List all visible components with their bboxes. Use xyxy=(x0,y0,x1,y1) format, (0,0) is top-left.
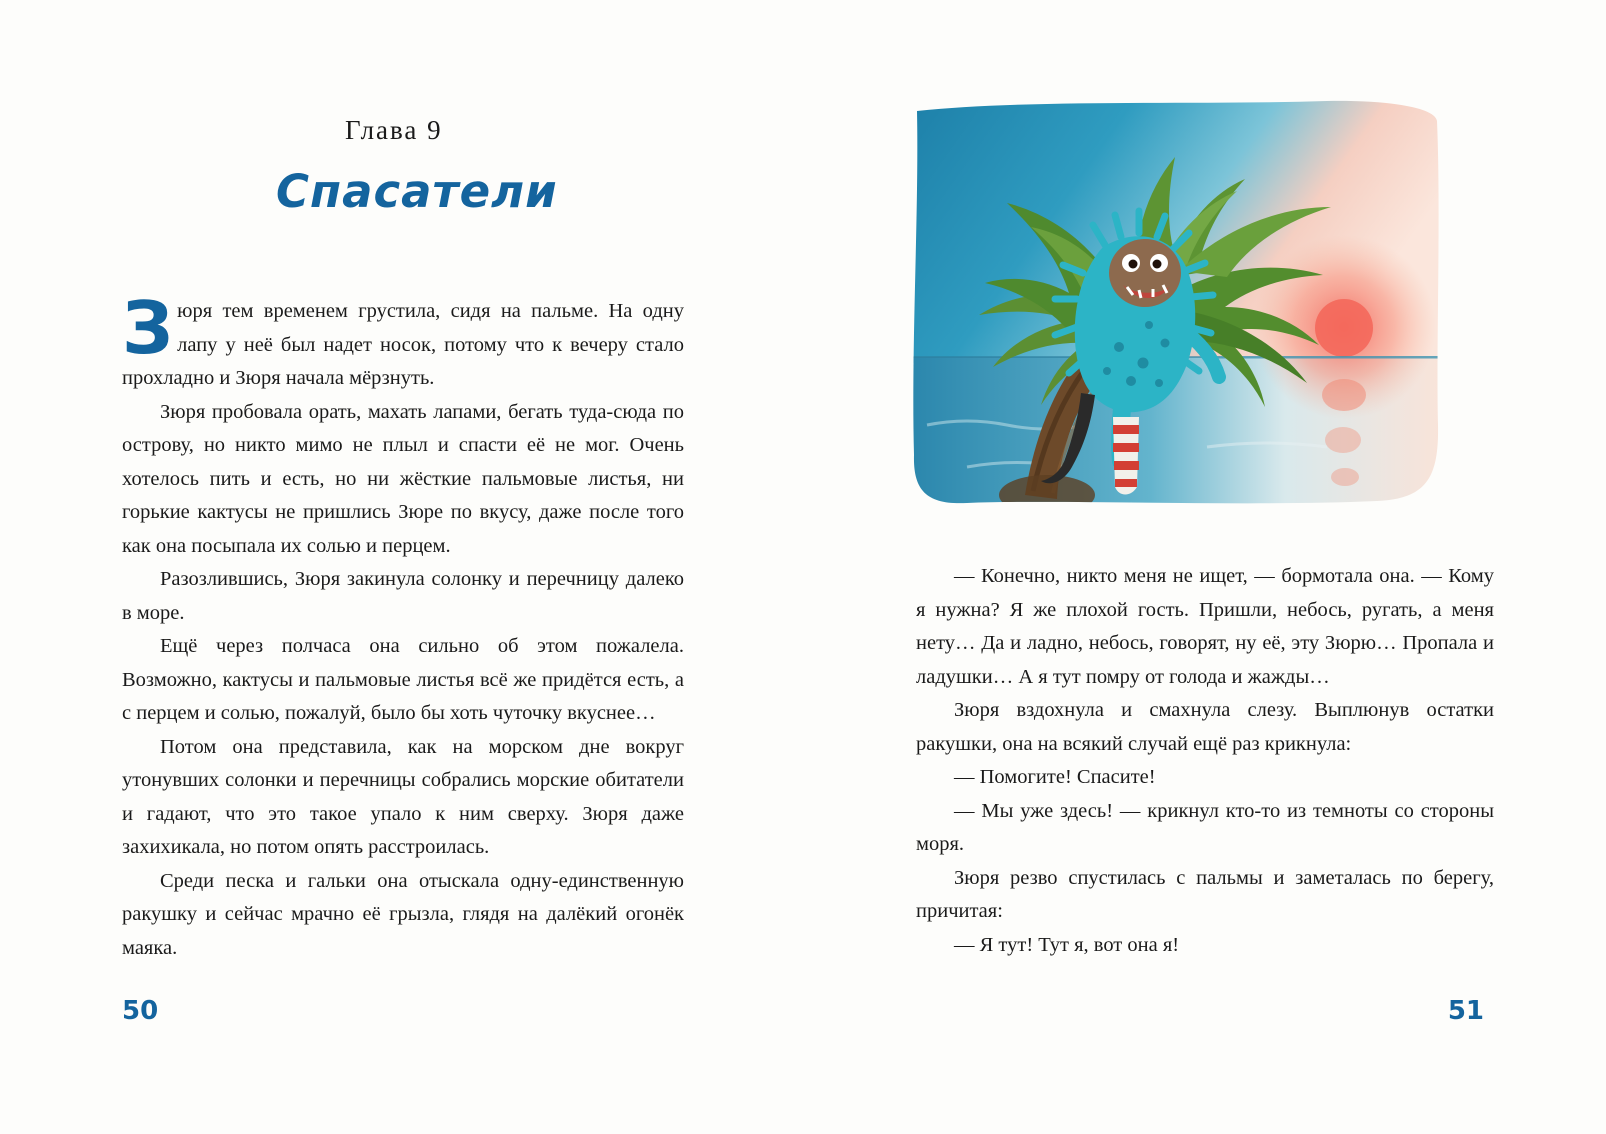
chapter-number: Глава 9 xyxy=(345,115,443,145)
paragraph: Потом она представила, как на морском дне вокруг утонувших солонки и перечницы собрались морские обитатели и гадают, что это такое упало к ним сверху. Зюря даже захихикала, но потом опять расстроилась. xyxy=(122,735,684,858)
paragraph: — Помогите! Спасите! xyxy=(954,766,1156,788)
page-right xyxy=(803,0,1606,1134)
paragraph: Зюря резво спустилась с пальмы и заметалась по берегу, причитая: xyxy=(916,866,1494,922)
paragraph xyxy=(122,286,684,396)
chapter-title: Спасатели xyxy=(276,165,558,218)
paragraph-text: юря тем временем грустила, сидя на пальме. На одну лапу у неё был надет носок, потому что к вечеру стало прохладно и Зюря начала мёрзнуть. xyxy=(122,300,684,389)
page-number-right: 51 xyxy=(1447,996,1484,1026)
paragraph: Разозлившись, Зюря закинула солонку и перечницу далеко в море. xyxy=(122,568,684,624)
paragraph: — Конечно, никто меня не ищет, — бормотала она. — Кому я нужна? Я же плохой гость. Пришли, небось, ругать, а меня нету… Да и ладно, небось, говорят, ну её, эту Зюрю… Пропала и ладушки… А я тут помру от голода и жажды… xyxy=(916,565,1494,688)
page-number-left: 50 xyxy=(122,996,159,1026)
paragraph: Зюря вздохнула и смахнула слезу. Выплюнув остатки ракушки, она на всякий случай ещё раз крикнула: xyxy=(916,699,1494,755)
paragraph: — Мы уже здесь! — крикнул кто-то из темноты со стороны моря. xyxy=(916,799,1494,855)
paragraph: Ещё через полчаса она сильно об этом пожалела. Возможно, кактусы и пальмовые листья всё же придётся есть, а с перцем и солью, пожалуй, было бы хоть чуточку вкуснее… xyxy=(122,635,684,724)
paragraph: Среди песка и гальки она отыскала одну-единственную ракушку и сейчас мрачно её грызла, глядя на далёкий огонёк маяка. xyxy=(122,869,684,959)
right-body-text xyxy=(916,560,1494,962)
drop-cap: З xyxy=(122,286,174,370)
paragraph: Зюря пробовала орать, махать лапами, бегать туда-сюда по острову, но никто мимо не плыл и спасти её не мог. Очень хотелось пить и есть, но ни жёсткие пальмовые листья, ни горькие кактусы не пришлись Зюре по вкусу, даже после того как она посыпала их солью и перцем. xyxy=(122,400,684,557)
left-body-text xyxy=(122,286,684,965)
chapter-illustration xyxy=(907,95,1447,515)
paragraph: — Я тут! Тут я, вот она я! xyxy=(954,933,1180,956)
